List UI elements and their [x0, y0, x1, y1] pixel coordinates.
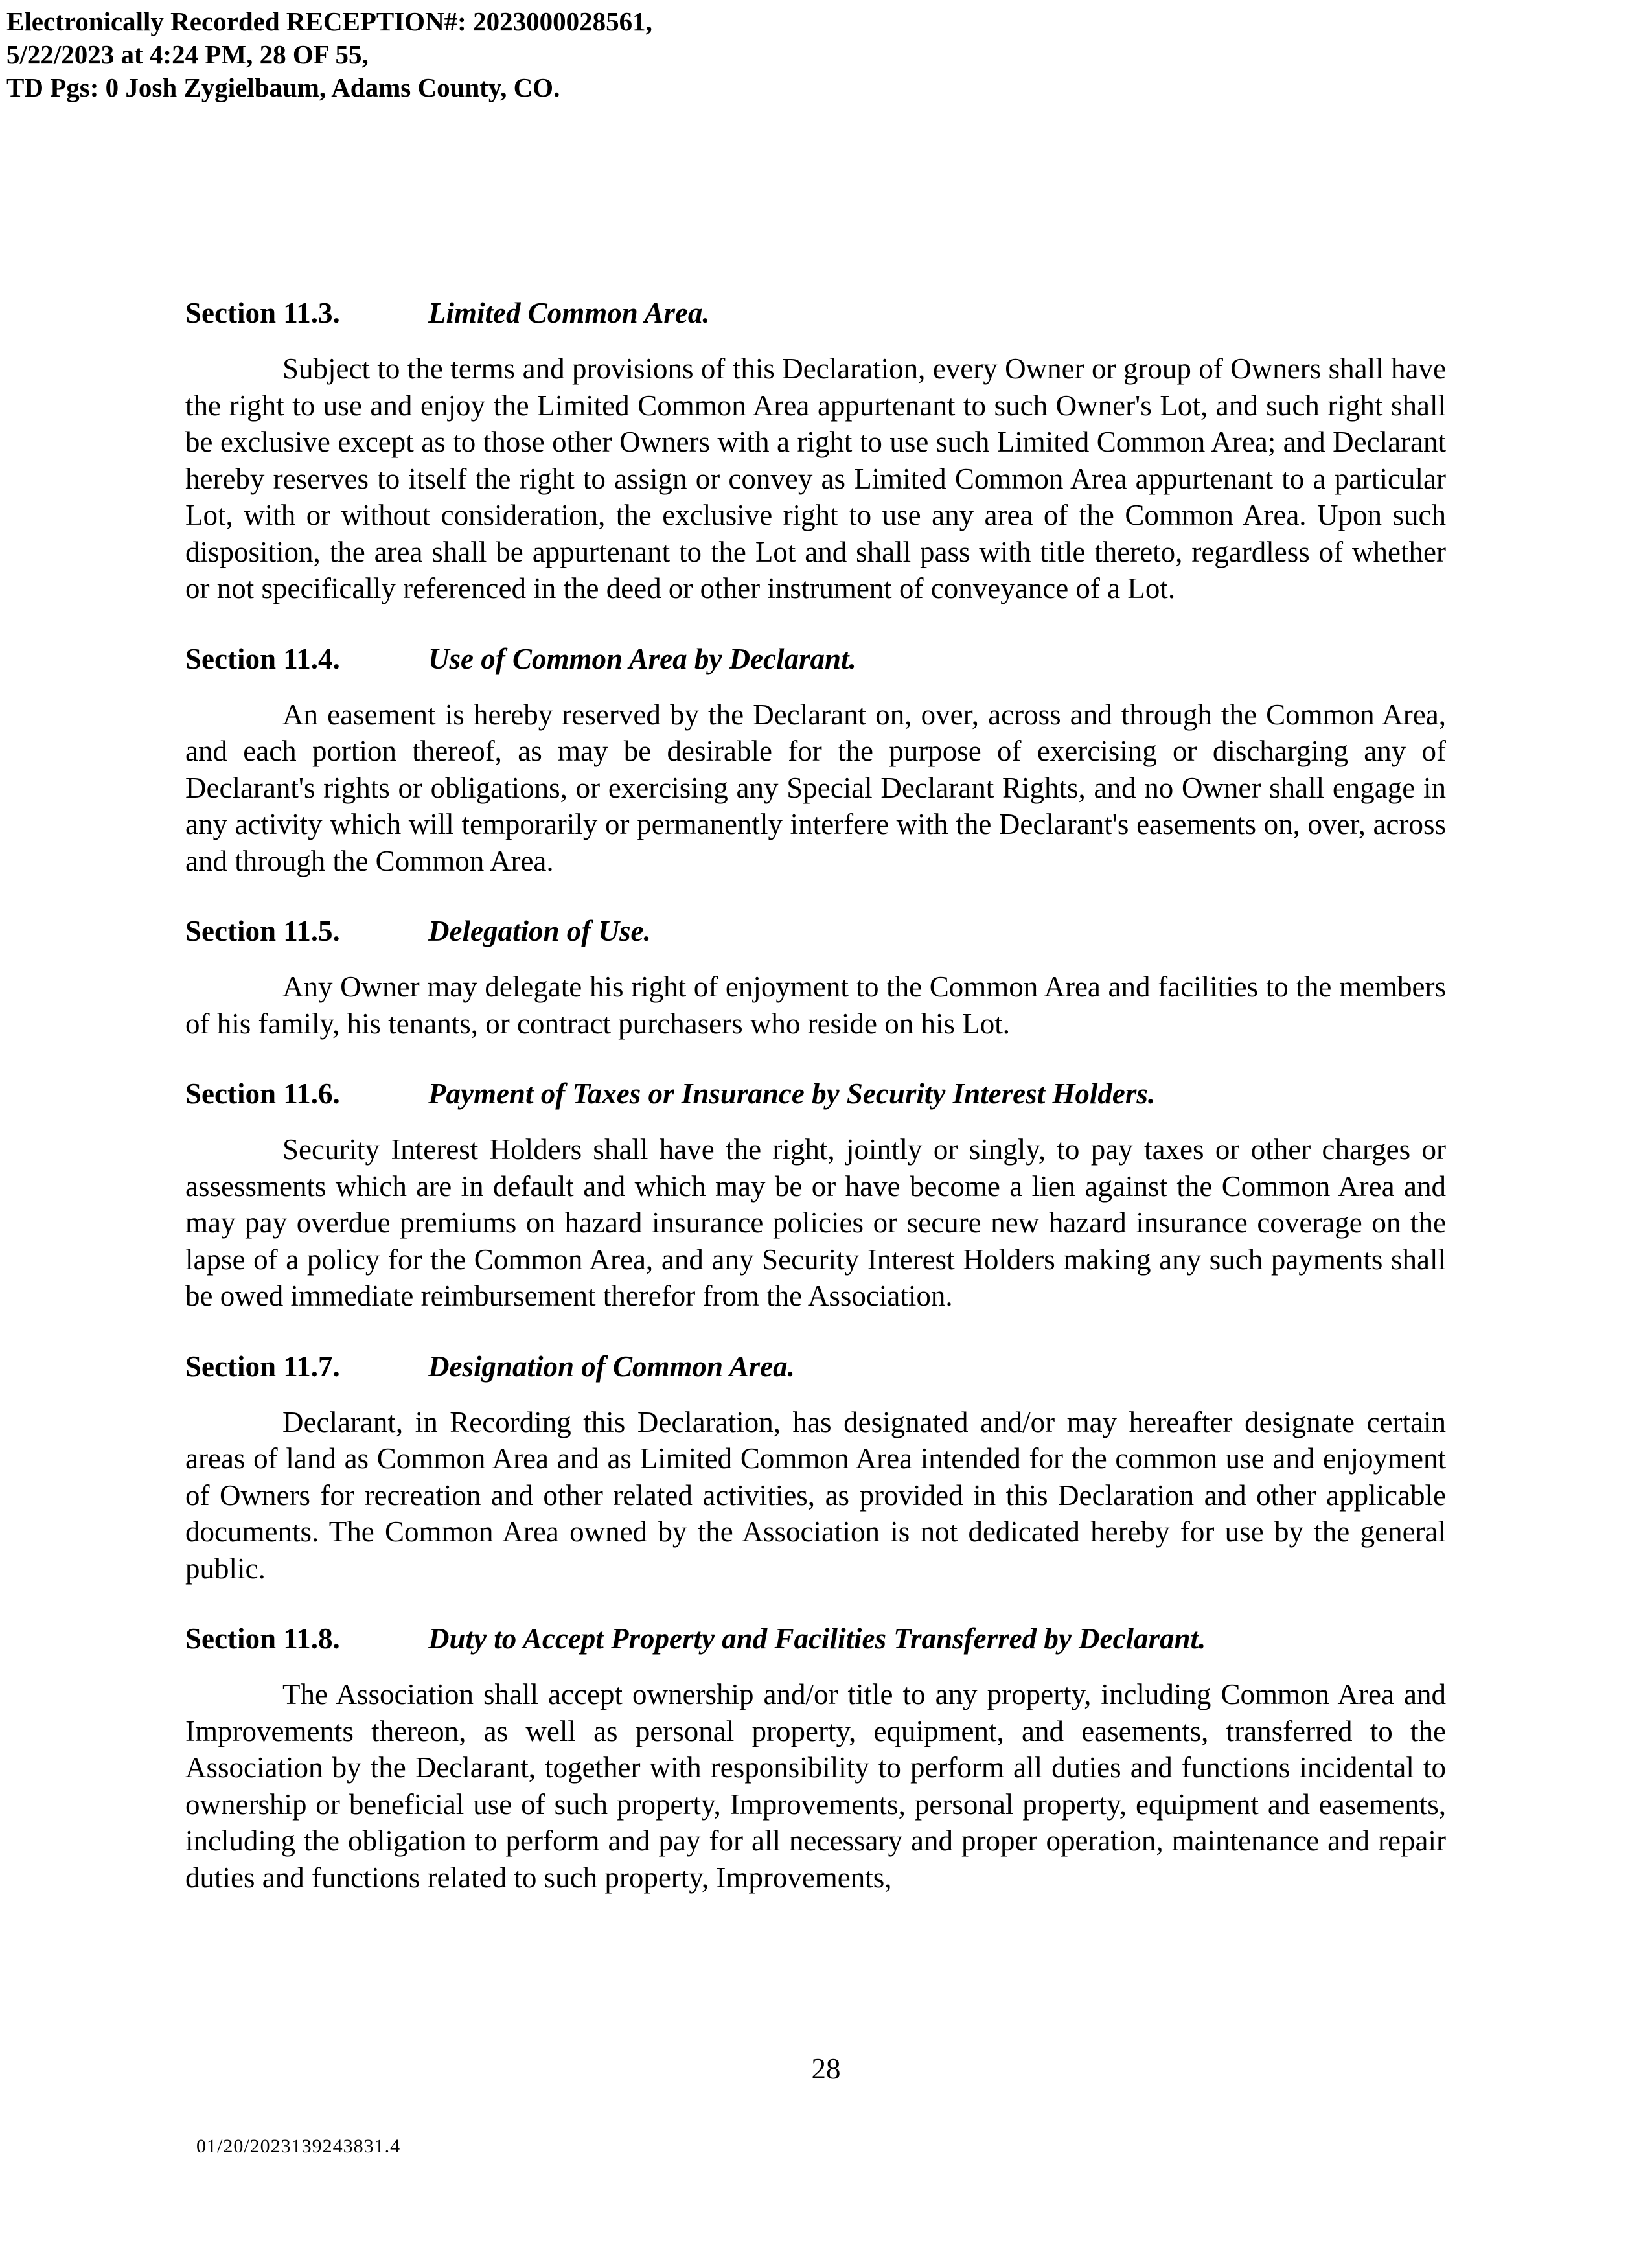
section-11-8: [185, 1620, 1446, 1896]
document-id-footer: 01/20/2023139243831.4: [196, 2136, 401, 2157]
section-header: [185, 913, 1446, 949]
section-number: Section 11.6.: [185, 1077, 340, 1110]
section-11-5: [185, 913, 1446, 1042]
section-header: [185, 641, 1446, 677]
section-title: Payment of Taxes or Insurance by Security Interest Holders.: [428, 1077, 1156, 1110]
recording-stamp-line-2: 5/22/2023 at 4:24 PM, 28 OF 55,: [6, 40, 369, 69]
section-title: Delegation of Use.: [428, 915, 651, 947]
section-paragraph: Declarant, in Recording this Declaration, has designated and/or may hereafter designate certain areas of land as Common Area and as Limited Common Area intended for the common use and enjoyment of Owners for recreation and other related activities, as provided in this Declaration and other applicable documents. The Common Area owned by the Association is not dedicated hereby for use by the general public.: [185, 1405, 1446, 1585]
section-paragraph: Subject to the terms and provisions of this Declaration, every Owner or group of Owners shall have the right to use and enjoy the Limited Common Area appurtenant to such Owner's Lot, and such right shall be exclusive except as to those other Owners with a right to use such Limited Common Area; and Declarant hereby reserves to itself the right to assign or convey as Limited Common Area appurtenant to a particular Lot, with or without consideration, the exclusive right to use any area of the Common Area. Upon such disposition, the area shall be appurtenant to the Lot and shall pass with title thereto, regardless of whether or not specifically referenced in the deed or other instrument of conveyance of a Lot.: [185, 352, 1446, 604]
section-number: Section 11.8.: [185, 1622, 340, 1655]
recording-stamp-line-1: Electronically Recorded RECEPTION#: 2023000028561,: [6, 6, 652, 36]
section-number: Section 11.7.: [185, 1350, 340, 1383]
recording-stamp-line-3: TD Pgs: 0 Josh Zygielbaum, Adams County, CO.: [6, 73, 560, 102]
document-body: [185, 295, 1446, 1929]
section-number: Section 11.3.: [185, 297, 340, 329]
section-title: Duty to Accept Property and Facilities Transferred by Declarant.: [428, 1622, 1206, 1655]
section-header: [185, 1620, 1446, 1657]
section-title: Limited Common Area.: [428, 297, 710, 329]
recording-stamp: [6, 5, 652, 104]
section-paragraph: The Association shall accept ownership and/or title to any property, including Common Area and Improvements thereon, as well as personal property, equipment, and easements, transferred to the Association by the Declarant, together with responsibility to perform all duties and functions incidental to ownership or beneficial use of such property, Improvements, personal property, equipment and easements, including the obligation to perform and pay for all necessary and proper operation, maintenance and repair duties and functions related to such property, Improvements,: [185, 1678, 1446, 1894]
section-paragraph: Security Interest Holders shall have the right, jointly or singly, to pay taxes or other charges or assessments which are in default and which may be or have become a lien against the Common Area and may pay overdue premiums on hazard insurance policies or secure new hazard insurance coverage on the lapse of a policy for the Common Area, and any Security Interest Holders making any such payments shall be owed immediate reimbursement therefor from the Association.: [185, 1133, 1446, 1312]
section-header: [185, 1348, 1446, 1385]
section-title: Designation of Common Area.: [428, 1350, 795, 1383]
section-header: [185, 1076, 1446, 1112]
section-paragraph: An easement is hereby reserved by the Declarant on, over, across and through the Common Area, and each portion thereof, as may be desirable for the purpose of exercising or discharging any of Declarant's rights or obligations, or exercising any Special Declarant Rights, and no Owner shall engage in any activity which will temporarily or permanently interfere with the Declarant's easements on, over, across and through the Common Area.: [185, 698, 1446, 877]
section-11-6: [185, 1076, 1446, 1315]
section-number: Section 11.5.: [185, 915, 340, 947]
section-paragraph: Any Owner may delegate his right of enjoyment to the Common Area and facilities to the members of his family, his tenants, or contract purchasers who reside on his Lot.: [185, 971, 1446, 1040]
section-11-3: [185, 295, 1446, 607]
section-title: Use of Common Area by Declarant.: [428, 642, 856, 675]
section-11-4: [185, 641, 1446, 880]
section-header: [185, 295, 1446, 331]
section-11-7: [185, 1348, 1446, 1587]
page-number: 28: [811, 2053, 841, 2085]
section-number: Section 11.4.: [185, 642, 340, 675]
